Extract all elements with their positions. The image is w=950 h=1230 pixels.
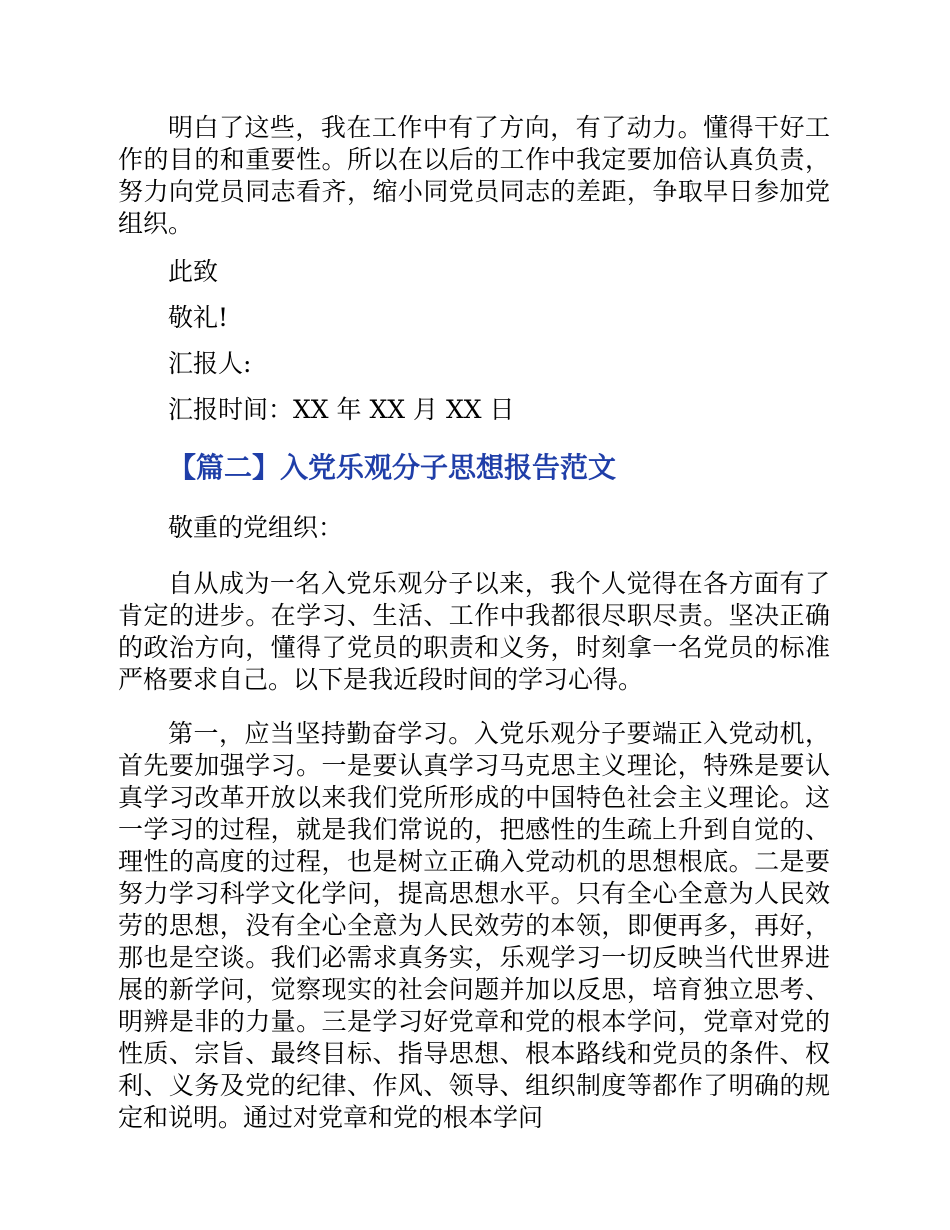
- document-page: [118, 112, 830, 1134]
- paragraph-conclusion: 明白了这些，我在工作中有了方向，有了动力。懂得干好工作的目的和重要性。所以在以后的工作中我定要加倍认真负责，努力向党员同志看齐，缩小同党员同志的差距，争取早日参加党组织。: [118, 113, 830, 238]
- section-heading: 【篇二】入党乐观分子思想报告范文: [168, 451, 617, 484]
- closing-respect: 敬礼!: [168, 303, 229, 332]
- closing-salutation: 此致: [168, 257, 219, 286]
- paragraph-intro: 自从成为一名入党乐观分子以来，我个人觉得在各方面有了肯定的进步。在学习、生活、工作中我都很尽职尽责。坚决正确的政治方向，懂得了党员的职责和义务，时刻拿一名党员的标准严格要求自己。以下是我近段时间的学习心得。: [118, 569, 830, 694]
- paragraph-study: 第一，应当坚持勤奋学习。入党乐观分子要端正入党动机，首先要加强学习。一是要认真学习马克思主义理论，特殊是要认真学习改革开放以来我们党所形成的中国特色社会主义理论。这一学习的过程，就是我们常说的，把感性的生疏上升到自觉的、理性的高度的过程，也是树立正确入党动机的思想根底。二是要努力学习科学文化学问，提高思想水平。只有全心全意为人民效劳的思想，没有全心全意为人民效劳的本领，即便再多，再好，那也是空谈。我们必需求真务实，乐观学习一切反映当代世界进展的新学问，觉察现实的社会问题并加以反思，培育独立思考、明辨是非的力量。三是学习好党章和党的根本学问，党章对党的性质、宗旨、最终目标、指导思想、根本路线和党员的条件、权利、义务及党的纪律、作风、领导、组织制度等都作了明确的规定和说明。通过对党章和党的根本学问: [118, 719, 830, 1132]
- report-time-line: 汇报时间：XX 年 XX 月 XX 日: [168, 395, 515, 424]
- greeting-line: 敬重的党组织：: [168, 513, 344, 542]
- reporter-line: 汇报人:: [168, 349, 252, 378]
